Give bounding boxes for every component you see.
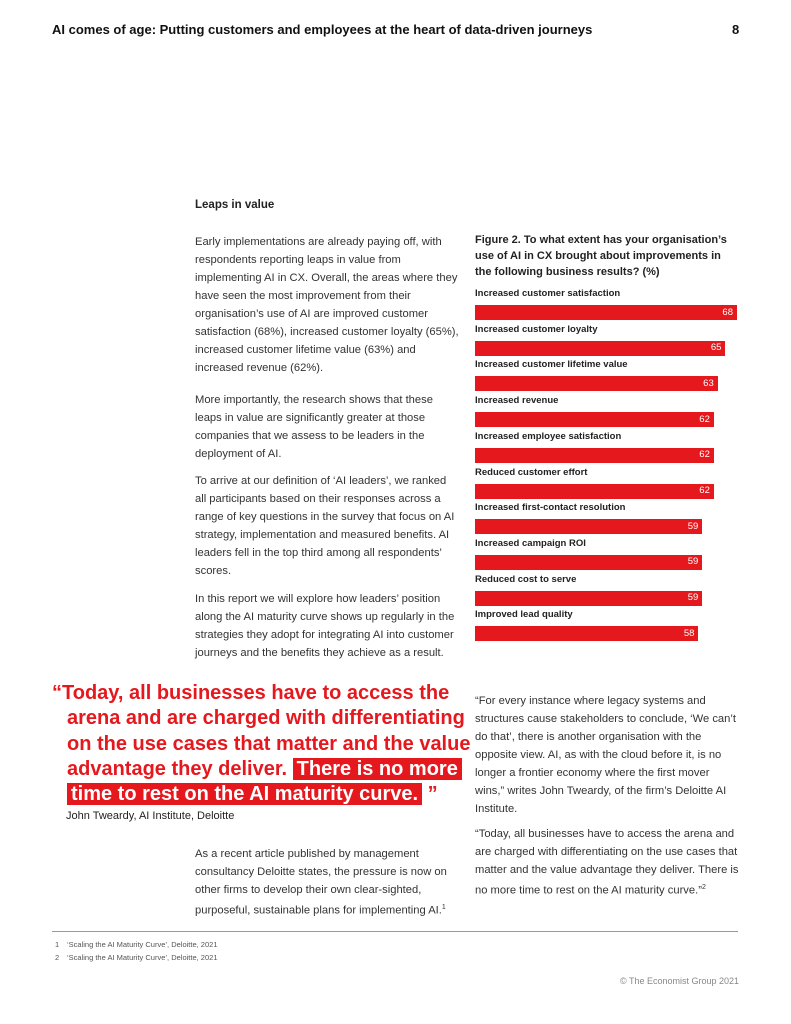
bar	[475, 412, 714, 427]
bar-label: Increased first-contact resolution	[475, 502, 626, 514]
footnote-number: 2	[55, 953, 60, 962]
pull-quote-line-5	[52, 782, 452, 807]
bar-label: Increased customer satisfaction	[475, 288, 621, 299]
bar-value-label: 65	[710, 342, 722, 354]
pull-quote-line-2: arena and are charged with differentiating	[67, 707, 465, 730]
section-heading: Leaps in value	[195, 199, 275, 211]
footnote-text: ‘Scaling the AI Maturity Curve’, Deloitte, 2021	[67, 953, 218, 962]
bar-label: Reduced customer effort	[475, 466, 588, 478]
pull-quote-line-4-plain: advantage they deliver.	[67, 757, 288, 780]
footnote-number: 1	[55, 940, 60, 949]
bar-label: Increased customer loyalty	[475, 323, 598, 335]
bar-value-label: 62	[699, 413, 710, 425]
bar-chart	[475, 288, 740, 648]
bar-value-label: 63	[703, 377, 714, 389]
footnote-divider	[52, 931, 738, 932]
figure-title: Figure 2. To what extent has your organisation’s use of AI in CX brought about improvements in the following business results? (%)	[475, 234, 727, 278]
bar-label: Increased campaign ROI	[475, 537, 586, 549]
bar	[475, 305, 737, 320]
pull-quote-closing-mark: ”	[427, 783, 438, 806]
bar-label: Reduced cost to serve	[475, 573, 577, 585]
pull-quote-highlight-1: There is no more	[293, 758, 462, 780]
body-paragraph-5-text: As a recent article published by management consultancy Deloitte states, the pressure is now on other firms to develop their own clear-sighted, purposeful, sustainable plans for implementing AI.	[195, 848, 447, 917]
body-paragraph-1: Early implementations are already paying off, with respondents reporting leaps in value from implementing AI in CX. Overall, the areas where they have seen the most improvement from their organisation’s use of AI are improved customer satisfaction (68%), increased customer loyalty (65%), increased customer lifetime value (63%) and increased revenue (62%).	[195, 236, 459, 374]
footnote-ref-2: 2	[701, 884, 706, 891]
bar	[475, 341, 725, 356]
bar-value-label: 58	[683, 627, 695, 639]
copyright: © The Economist Group 2021	[620, 976, 740, 986]
bar-label: Increased employee satisfaction	[475, 430, 622, 442]
footnote-2	[55, 953, 218, 962]
footnote-text: ‘Scaling the AI Maturity Curve’, Deloitte, 2021	[67, 940, 218, 949]
page-header-title: AI comes of age: Putting customers and employees at the heart of data-driven journeys	[52, 22, 593, 37]
pull-quote-line-4	[52, 757, 458, 782]
right-paragraph-2-text: “Today, all businesses have to access the arena and are charged with differentiating on the use cases that matter and the value advantage they deliver. There is no more time to rest on the AI maturity curve.”	[475, 828, 739, 897]
bar-label: Increased revenue	[475, 395, 559, 407]
footnote-ref-1: 1	[441, 904, 446, 911]
bar	[475, 376, 718, 391]
bar-value-label: 59	[687, 556, 699, 568]
bar-value-label: 59	[687, 520, 699, 532]
pull-quote-highlight-2: time to rest on the AI maturity curve.	[67, 783, 422, 805]
body-paragraph-3: To arrive at our definition of ‘AI leaders’, we ranked all participants based on their responses across a range of key questions in the survey that focus on AI strategy, implementation and measured benefits. AI leaders fell in the top third among all respondents’ scores.	[195, 475, 455, 577]
right-paragraph-2	[475, 825, 740, 900]
body-paragraph-4: In this report we will explore how leaders’ position along the AI maturity curve shows up regularly in the strategies they adopt for integrating AI into customer journeys and the benefits they achieve as a result.	[195, 593, 455, 659]
pull-quote-line-1: “Today, all businesses have to access the	[52, 682, 450, 704]
footnote-1	[55, 940, 218, 949]
bar-label: Improved lead quality	[475, 609, 573, 621]
pull-quote	[52, 681, 471, 807]
bar	[475, 448, 714, 463]
bar-value-label: 62	[699, 449, 710, 461]
body-paragraph-2: More importantly, the research shows that these leaps in value are significantly greater at those companies that we assess to be leaders in the deployment of AI.	[195, 394, 433, 460]
bar	[475, 484, 714, 499]
pull-quote-line-3: on the use cases that matter and the value	[67, 732, 471, 755]
bar-value-label: 62	[699, 485, 710, 496]
bar-value-label: 68	[722, 306, 733, 318]
body-paragraph-5	[195, 845, 460, 920]
page-number: 8	[732, 22, 740, 37]
bar-value-label: 59	[687, 592, 699, 604]
bar-label: Increased customer lifetime value	[475, 359, 628, 371]
quote-attribution: John Tweardy, AI Institute, Deloitte	[66, 810, 235, 822]
right-paragraph-1: “For every instance where legacy systems and structures cause stakeholders to conclude, ‘We can’t do that’, there is another organisation with the opposite view. AI, as with the cloud before it, is no longer a frontier economy where the first mover wins,” writes John Tweardy, of the firm’s Deloitte AI Institute.	[475, 695, 736, 815]
